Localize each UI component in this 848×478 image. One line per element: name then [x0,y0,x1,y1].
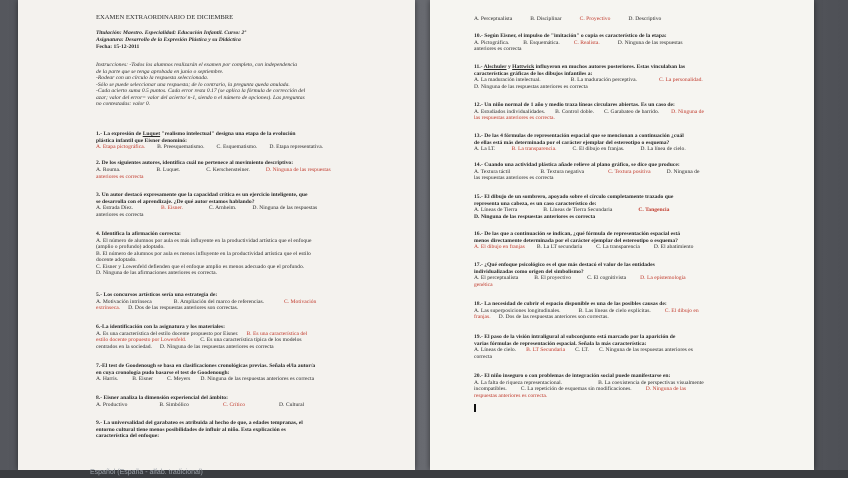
answer-option-cont: respuestas anteriores es correcta. [474,392,548,399]
answer-option[interactable]: D. Ninguna de las respuestas [617,39,683,46]
instruccion-line: azar; valor del error= valor del acierto/ n-1, siendo n el número de opciones). Las preguntas [96,94,305,101]
answer-option[interactable]: B. Es una característica del [246,330,308,337]
answer-option[interactable]: A. Pictográfica. [474,39,510,46]
question-11-line2: características gráficas de los dibujos infantiles a: [474,70,593,77]
answer-option[interactable]: B. La maduración perceptiva. [570,77,637,83]
answer-option[interactable]: C. Meyers [167,376,191,382]
answer-option[interactable]: D. Ninguna de las respuestas [265,167,331,173]
answer-option[interactable]: B. El número de alumnos por aula es menos influyente en la productividad artística que el estilo [96,250,311,257]
answer-option[interactable]: D. Dos de las respuestas anteriores son correctas. [128,305,239,311]
answer-option[interactable]: A. El dibujo en franjas [474,244,525,250]
question-18-options [474,308,699,314]
answer-option-cont: docente adoptado. [96,257,137,263]
answer-option[interactable]: B. Eisner. [160,205,183,211]
question-3: 3. Un autor destacó expresamente que la capacidad crítica es un ejercicio inteligente, que [96,192,308,198]
answer-option[interactable]: A. Perceptualista [474,16,513,22]
question-12: 12.- Un niño normal de 1 año y medio traza líneas circulares abiertas. Es un caso de: [474,102,675,108]
question-1-options [96,144,323,150]
question-3-options [96,205,317,211]
answer-option[interactable]: A. El número de alumnos por aula es más influyente en la productividad artística que el enfoque [96,237,312,244]
question-1-line2: plástica infantil que Eisner denominó: [96,137,187,144]
answer-option[interactable]: C. Kerschensteiner. [206,167,250,173]
question-17: 17.- ¿Qué enfoque psicológico es el que más destacó el valor de las entidades [474,262,655,268]
answer-option[interactable]: C. Crítico [222,401,245,408]
language-indicator[interactable]: Español (España - alfab. tradicional) [90,469,203,476]
answer-option-cont: anteriores es correcta [96,211,144,218]
question-19: 19.- El paso de la visión intraligural al subconjunto está marcado por la aparición de [474,334,676,340]
answer-option[interactable]: A. Motivación intrínseca [96,298,152,305]
answer-option[interactable]: D. Ninguna de las [645,386,687,392]
question-11-options [474,77,703,83]
answer-option[interactable]: B. LT Secundaria [526,347,566,353]
question-4: 4. Identifica la afirmación correcta: [96,231,181,237]
instruccion-line: -Sólo se puede seleccionar una respuesta; de lo contrario, la pregunta queda anulada. [96,81,290,88]
answer-option[interactable]: C. Tangencia [638,207,670,213]
answer-option[interactable]: C. Ninguna de las respuestas anteriores es [598,347,693,353]
instruccion-line: -Cada acierto suma 0.5 puntos. Cada error resta 0.17 (se aplica la fórmula de corrección del [96,88,306,94]
question-2: 2. De los siguientes autores, identifica cuál no pertenece al movimiento descriptivo: [96,160,294,166]
text-cursor [474,404,476,412]
question-9-line2: entorno cultural tiene menos posibilidades de influir al niño. Esta explicación es [96,426,286,433]
question-15-options [474,207,669,213]
answer-option[interactable]: C. El cognitivista [587,275,627,281]
question-8-options [96,402,304,408]
question-17-options [474,275,686,281]
answer-option[interactable]: C. Proyectivo [579,16,611,22]
question-8: 8.- Eisner analiza la dimensión experiencial del ámbito: [96,395,228,401]
answer-option[interactable]: A. Rouma. [96,167,121,173]
answer-option[interactable]: D. La línea de cielo. [640,146,686,152]
instruccion-line: de la parte que se tenga aprobada en junio o septiembre. [96,68,224,75]
question-6: 6.-La identificación con la asignatura y los materiales: [96,324,225,330]
answer-option[interactable]: A. Estudiados individualidades. [474,108,546,115]
answer-option[interactable]: B. Preesquematismo. [157,144,205,150]
answer-option[interactable]: D. Ninguna de [666,168,700,175]
question-10: 10.- Según Eisner, el impulso de "imitación" o copia es característico de la etapa: [474,33,667,39]
question-18-options-2 [474,314,609,320]
answer-option[interactable]: B. Simbólico [159,401,189,408]
answer-option[interactable]: A. Las superposiciones longitudinales. [474,307,561,314]
answer-option[interactable]: B. Disciplinar [530,16,562,22]
instruccion-line: Instrucciones: -Todos los alumnos realizarán el examen por completo, con independencia [96,62,298,68]
answer-option[interactable]: B. Eisner [132,376,154,382]
question-11: 11.- Alschuler y Hattwick influyeron en muchos autores posteriores. Estas vinculaban las [474,64,686,70]
exam-page-right [430,0,814,470]
answer-option-cont: centrados en la sociedad. [96,343,152,350]
question-12-options [474,109,704,115]
titulacion: Titulación: Maestro. Especialidad: Educación Infantil. Curso: 2º [96,30,247,36]
answer-option[interactable]: C. El dibujo en franjas. [572,146,625,152]
answer-option[interactable]: C. Realista. [573,39,600,46]
question-2-options [96,167,331,173]
status-bar [0,470,848,478]
answer-option[interactable]: A. Estrada Díez. [96,205,133,211]
question-3-line2: se desarrolla con el aprendizaje. ¿De qué autor estamos hablando? [96,198,255,205]
answer-option[interactable]: C. Garabateo de barrido. [604,108,660,115]
question-13-line2: de ellas está más determinada por el carácter ejemplar del estereotipo o esquema? [474,139,670,146]
answer-option[interactable]: C. Esquematismo. [216,144,258,150]
question-16: 16.- De las que a continuación se indican, ¿qué fórmula de representación espacial está [474,231,680,237]
instruccion-line: no contestadas: valor 0. [96,101,151,107]
question-15: 15.- El dibujo de un sombrero, apoyado sobre el círculo completamente trazado que [474,194,674,200]
answer-option[interactable]: D. Ninguna de las respuestas anteriores es correcta [474,213,596,220]
answer-option[interactable]: B. La coexistencia de perspectivas visualmente [598,379,704,386]
answer-option[interactable]: D. Ninguna de las afirmaciones anteriores es correcta. [96,270,217,276]
question-17-line2: individualizadas como origen del simbolismo? [474,268,584,275]
answer-option-cont: extrínseca. [96,305,121,311]
question-9: 9.- La universalidad del garabateo es atribuida al hecho de que, a edades tempranas, el [96,420,303,426]
question-5-options [96,299,316,305]
answer-option-cont: correcta [474,353,493,360]
answer-option[interactable]: A. Textura táctil [474,168,511,175]
answer-option-cont: las respuestas anteriores es correcta [474,175,554,181]
answer-option[interactable]: A. Harris. [96,376,119,382]
answer-option[interactable]: B. Textura negativa [540,168,585,175]
answer-option-cont: anteriores es correcta [474,46,522,52]
question-14: 14.- Cuando una actividad plástica añade relieve al plano gráfico, se dice que produce: [474,162,680,168]
answer-option[interactable]: B. La transparencia. [511,146,557,152]
question-1: 1.- La expresión de Luquet "realismo intelectual" designa una etapa de la evolución [96,131,296,137]
answer-option-cont: (amplio o profundo) adoptado. [96,244,165,250]
answer-option[interactable]: C. Es una característica típica de los modelos [200,337,302,343]
answer-option[interactable]: B. Ampliación del marco de referencias. [173,298,265,305]
answer-option[interactable]: D. Ninguna de [671,108,704,115]
question-18: 18.- La necesidad de cubrir el espacio disponible es una de las posibles causas de: [474,301,667,307]
answer-option[interactable]: C. El dibujo en [664,307,699,314]
answer-option[interactable]: C. La repetición de esquemas sin modificaciones. [520,386,632,392]
question-7: 7.-El test de Goodenough se basa en clasificaciones cronológicas previas. Señala el/la autor/a [96,363,316,369]
answer-option[interactable]: A. Líneas de Tierra [474,207,518,213]
question-20: 20.- El niño inseguro o con problemas de integración social puede manifestarse en: [474,373,671,379]
question-6-options [96,331,307,337]
answer-option[interactable]: A. La LT. [474,146,496,152]
answer-option-cont: franjas. [474,314,491,320]
question-20-options [474,380,704,386]
answer-option-cont: estilo docente propuesto por Lowenfeld. [96,337,187,343]
question-5-options-2 [96,305,238,311]
answer-option[interactable]: B. Líneas de Tierra Secundaria [543,207,613,213]
answer-option[interactable]: C. Eisner y Lowenfeld defienden que el enfoque amplio es menos adecuado que el profundo. [96,263,305,270]
answer-option[interactable]: C. Arnheim. [208,205,237,211]
answer-option[interactable]: B. El proyectivo [534,275,572,281]
question-14-options [474,169,699,175]
answer-option[interactable]: A. Es una característica del estilo docente propuesto por Eisner. [96,330,239,337]
answer-option[interactable]: D. Descriptivo [628,16,662,22]
answer-option[interactable]: B. Esquemática. [523,39,560,46]
answer-option-cont: anteriores es correcta [96,173,144,180]
question-16-options [474,244,693,250]
question-20-options-2 [474,386,686,392]
q9-options [474,16,661,22]
answer-option[interactable]: B. Luquet. [156,167,181,173]
question-15-line2: representa una cabeza, es un caso característico de: [474,200,597,207]
answer-option-cont: genética [474,281,493,288]
asignatura: Asignatura: Desarrollo de la Expresión Plástica y su Didáctica [96,37,241,43]
answer-option[interactable]: D. Etapa representativa. [269,144,324,150]
question-19-line2: varias fórmulas de representación espacial. Señala la más característica: [474,340,647,347]
answer-option[interactable]: B. La LT secundaria [536,244,583,250]
answer-option[interactable]: D. La epistemología [640,275,686,281]
answer-option[interactable]: A. La falta de riqueza representacional. [474,379,563,386]
answer-option[interactable]: A. La maduración intelectual. [474,77,541,83]
answer-option[interactable]: C. La transparencia [596,244,640,250]
question-13: 13.- De las 4 fórmulas de representación espacial que se mencionan a continuación ¿cuál [474,133,684,139]
answer-option[interactable]: A. El perceptualista [474,275,519,281]
fecha: Fecha: 15-12-2011 [96,44,140,50]
question-5: 5.- Los concursos artísticos sería una estrategia de: [96,292,218,298]
question-10-options [474,40,683,46]
question-13-options [474,146,686,152]
answer-option-cont: incompatibles. [474,386,507,392]
answer-option[interactable]: D. Ninguna de las respuestas anteriores es correcta [159,343,274,350]
answer-option[interactable]: A. Productivo [96,401,128,408]
question-7-options [96,376,314,382]
instruccion-line: -Rodear con un círculo la respuesta seleccionada. [96,75,209,81]
answer-option[interactable]: D. Ninguna de las respuestas anteriores es correcta [474,83,588,90]
question-7-line2: en cuya cronología pudo basarse el test de Goodenough: [96,369,230,376]
answer-option[interactable]: C. Textura positiva [608,168,651,175]
answer-option[interactable]: D. Ninguna de las respuestas anteriores es correcta [200,376,315,382]
answer-option[interactable]: C. LT. [575,347,589,353]
answer-option[interactable]: D. Cultural [279,401,305,408]
question-6-options-3 [96,344,274,350]
exam-page-left [18,0,415,470]
answer-option[interactable]: C. La personalidad. [658,77,703,83]
question-16-line2: menos directamente determinada por el carácter ejemplar del estereotipo o esquema? [474,237,678,244]
answer-option-cont: las respuestas anteriores es correcta. [474,115,555,121]
question-6-options-2 [96,337,302,343]
answer-option[interactable]: A. Etapa pictográfica. [96,144,146,150]
exam-header: EXAMEN EXTRAORDINARIO DE DICIEMBRE [96,14,234,21]
answer-option[interactable]: D. Dos de las respuestas anteriores son correctas. [498,314,609,320]
answer-option[interactable]: D. El abatimiento [653,244,694,250]
answer-option[interactable]: D. Ninguna de las respuestas [252,205,318,211]
question-19-options [474,347,693,353]
answer-option[interactable]: B. Las líneas de cielo explícitas. [578,307,651,314]
answer-option[interactable]: A. Líneas de cielo. [474,347,517,353]
answer-option[interactable]: C. Motivación [284,298,317,305]
answer-option[interactable]: B. Control doble. [555,108,595,115]
question-9-line3: característica del enfoque: [96,433,160,439]
